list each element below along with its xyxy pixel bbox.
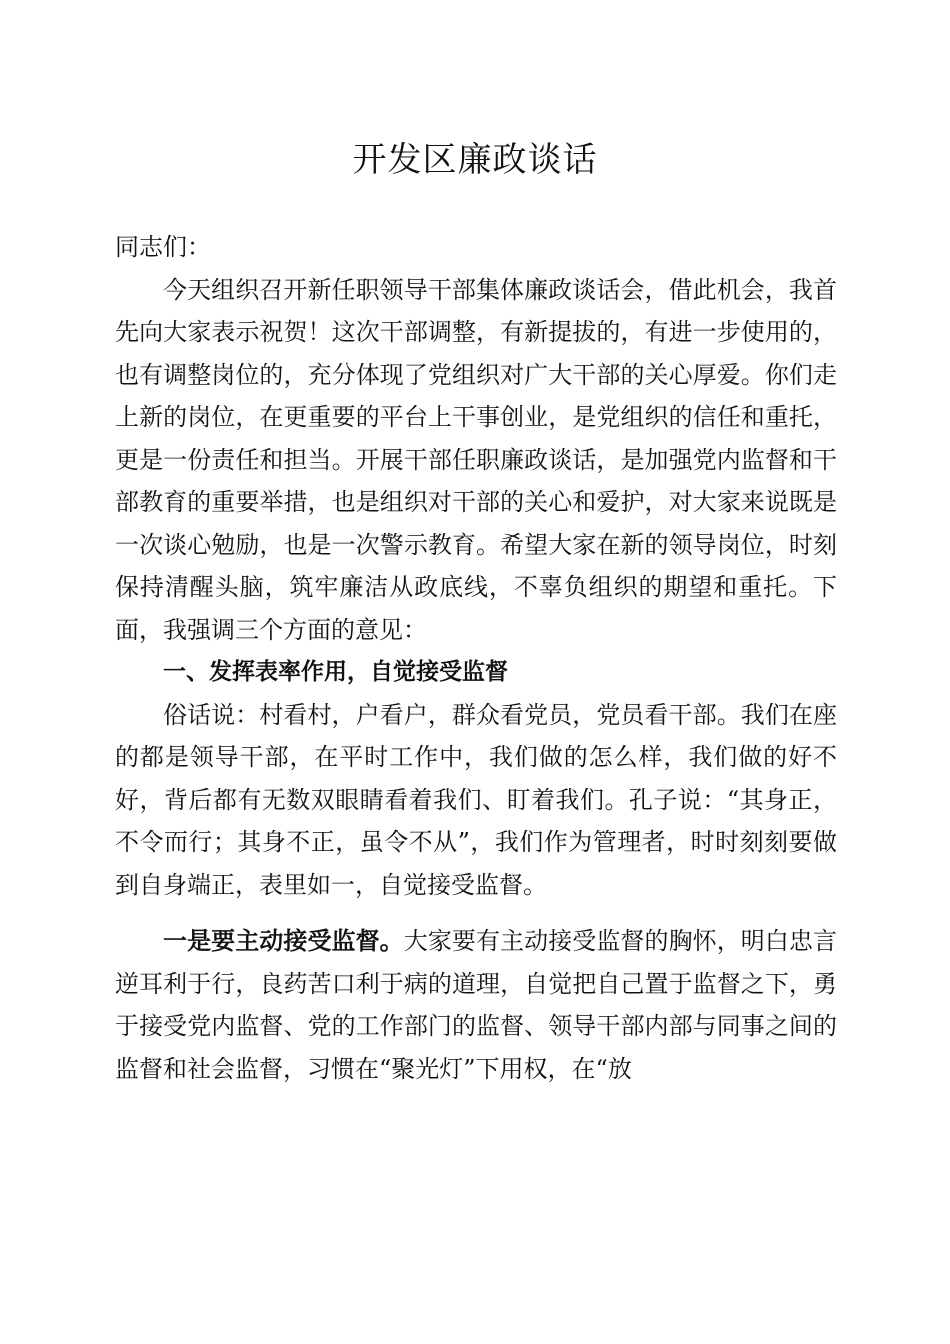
section-1-paragraph: 俗话说：村看村，户看户，群众看党员，党员看干部。我们在座的都是领导干部，在平时工作中，我们做的怎么样，我们做的好不好，背后都有无数双眼睛看着我们、盯着我们。孔子说：“其身正，不令而行；其身不正，虽令不从”，我们作为管理者，时时刻刻要做到自身端正，表里如一，自觉接受监督。 — [115, 700, 837, 899]
salutation: 同志们： — [115, 233, 211, 261]
point-1-text: 大家要有主动接受监督的胸怀，明白忠言逆耳利于行，良药苦口利于病的道理，自觉把自己置于监督之下，勇于接受党内监督、党的工作部门的监督、领导干部内部与同事之间的监督和社会监督，习惯在“聚光灯”下用权，在“放 — [115, 927, 838, 1083]
intro-paragraph: 今天组织召开新任职领导干部集体廉政谈话会，借此机会，我首先向大家表示祝贺！这次干部调整，有新提拔的，有进一步使用的，也有调整岗位的，充分体现了党组织对广大干部的关心厚爱。你们走上新的岗位，在更重要的平台上干事创业，是党组织的信任和重托，更是一份责任和担当。开展干部任职廉政谈话，是加强党内监督和干部教育的重要举措，也是组织对干部的关心和爱护，对大家来说既是一次谈心勉励，也是一次警示教育。希望大家在新的领导岗位，时刻保持清醒头脑，筑牢廉洁从政底线，不辜负组织的期望和重托。下面，我强调三个方面的意见： — [115, 275, 837, 644]
document-body — [115, 226, 837, 1090]
section-heading-1: 一、发挥表率作用，自觉接受监督 — [163, 659, 508, 685]
document-title: 开发区廉政谈话 — [352, 140, 598, 180]
point-1-paragraph — [115, 920, 837, 1090]
point-1-lead: 一是要主动接受监督。 — [163, 927, 404, 955]
